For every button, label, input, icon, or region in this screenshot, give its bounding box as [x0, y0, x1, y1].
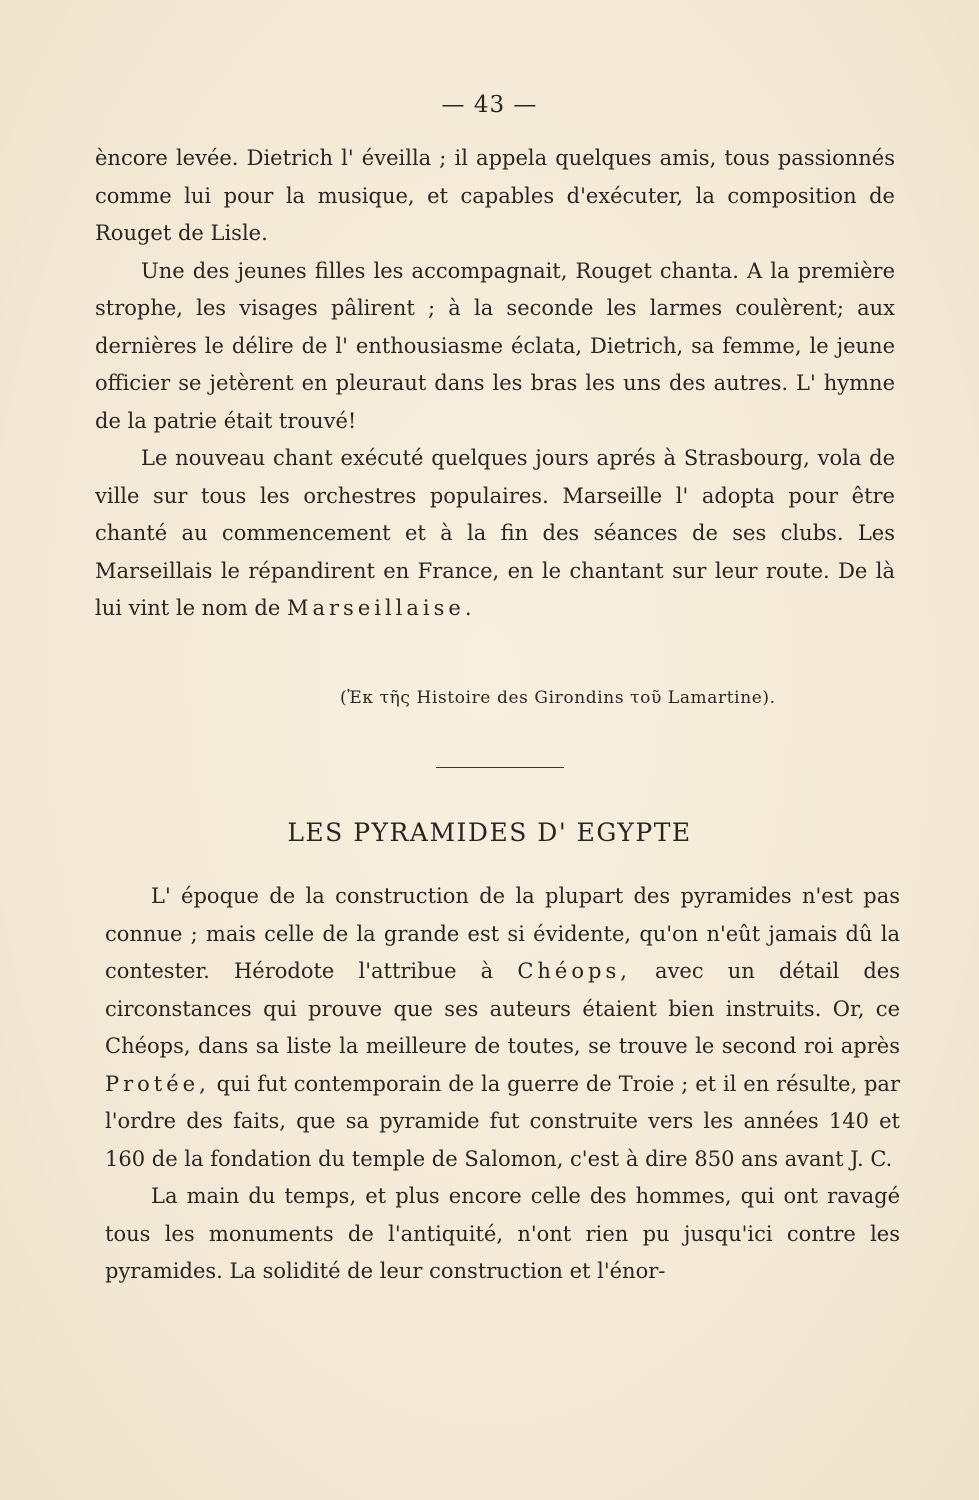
page-number: — 43 —: [441, 92, 538, 118]
section-title: LES PYRAMIDES D' EGYPTE: [287, 818, 692, 847]
paragraph-text: avec un détail des circonstances qui prouve que ses auteurs étaient bien instruits. Or, ce Chéops, dans sa liste la meilleure de toutes, se trouve le second roi après: [105, 959, 900, 1058]
paragraph: èncore levée. Dietrich l' éveilla ; il appela quelques amis, tous passionnés comme lui pour la musique, et capables d'exécuter, la composition de Rouget de Lisle.: [95, 146, 895, 245]
paragraph-text: L' époque de la construction de la plupart des pyramides n'est pas connue ; mais celle de la grande est si évidente, qu'on n'eût jamais dû la contester. Hérodote l'attribue à: [105, 884, 900, 983]
marseillaise-text: [95, 140, 895, 628]
pyramides-text: [105, 878, 900, 1291]
paragraph: Une des jeunes filles les accompagnait, Rouget chanta. A la première strophe, les visages pâlirent ; à la seconde les larmes coulèrent; aux dernières le délire de l' enthousiasme éclata, Dietrich, sa femme, le jeune officier se jetèrent en pleuraut dans les bras les uns des autres. L' hymne de la patrie était trouvé!: [95, 258, 895, 433]
emphasized-word: Protée,: [105, 1071, 210, 1096]
paragraph: La main du temps, et plus encore celle des hommes, qui ont ravagé tous les monuments de l'antiquité, n'ont rien pu jusqu'ici contre les pyramides. La solidité de leur construction et l'énor-: [105, 1184, 900, 1283]
emphasized-word: Chéops,: [517, 959, 631, 983]
paragraph: [105, 878, 900, 1178]
emphasized-word: Marseillaise.: [286, 596, 476, 620]
paragraph-text: Le nouveau chant exécuté quelques jours aprés à Strasbourg, vola de ville sur tous les orchestres populaires. Marseille l' adopta pour être chanté au commencement et à la fin des séances de ses clubs. Les Marseillais le répandirent en France, en le chantant sur leur route. De là lui vint le nom de: [95, 446, 895, 620]
source-citation: (Ἐκ τῆς Histoire des Girondins τοῦ Lamartine).: [340, 688, 776, 708]
section-divider: [436, 767, 564, 768]
paragraph-text: qui fut contemporain de la guerre de Troie ; et il en résulte, par l'ordre des faits, que sa pyramide fut construite vers les années 140 et 160 de la fondation du temple de Salomon, c'est à dire 850 ans avant J. C.: [105, 1071, 900, 1171]
paragraph: [95, 440, 895, 628]
